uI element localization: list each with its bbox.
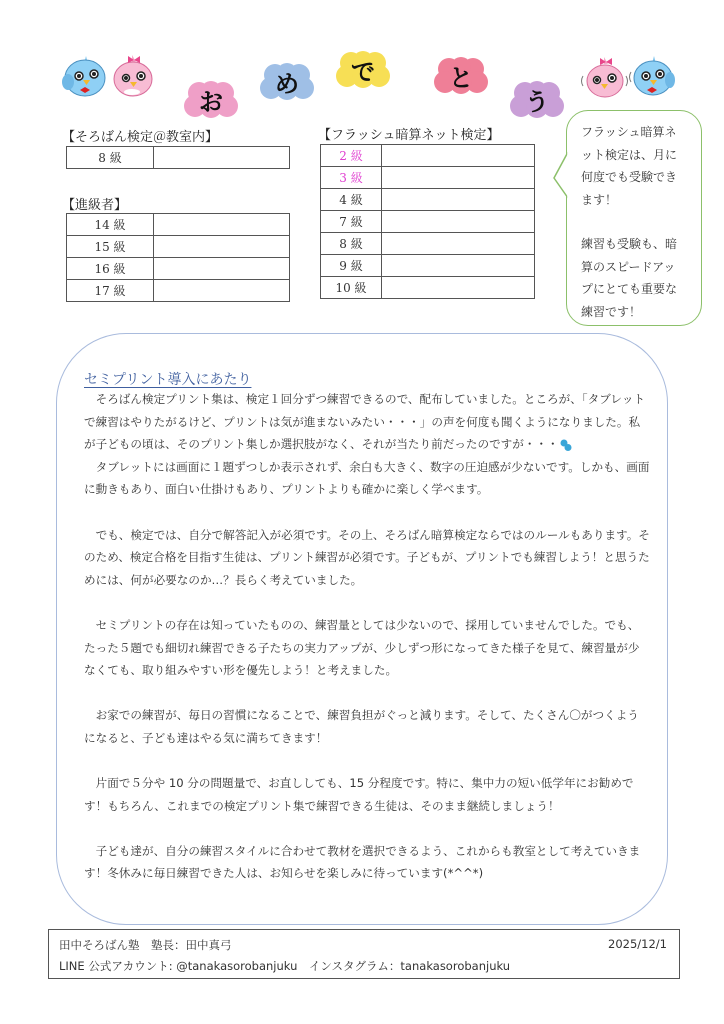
banner-flower-1 — [182, 80, 240, 118]
table-row — [67, 147, 290, 169]
sweat-drops-icon — [559, 438, 573, 452]
grade-cell: 16 級 — [67, 258, 154, 280]
blue-bird-illustration — [60, 52, 110, 98]
footer-box — [48, 929, 680, 979]
article-paragraph: お家での練習が、毎日の習慣になることで、練習負担がぐっと減ります。そして、たくさん〇がつくようになると、子ども達はやる気に満ちてきます！ — [84, 708, 639, 745]
speech-bubble — [566, 110, 702, 326]
article-paragraph: セミプリントの存在は知っていたものの、練習量としては少ないので、採用していませんでした。でも、たった５題でも細切れ練習できる子たちの実力アップが、少しずつ形になってきた様子を見て、練習量が少なくても、取り組みやすい形を優先しよう！と考えました。 — [84, 617, 640, 678]
article-title: セミプリント導入にあたり — [84, 372, 252, 388]
names-cell — [382, 167, 535, 189]
article-paragraph: タブレットには画面に１題ずつしか表示されず、余白も大きく、数字の圧迫感が少ないです。しかも、画面に動きもあり、面白い仕掛けもあり、プリントよりも確かに楽しく学べます。 — [84, 459, 650, 497]
grade-cell: 17 級 — [67, 280, 154, 302]
grade-cell: 8 級 — [321, 233, 382, 255]
names-cell — [154, 214, 290, 236]
table-row — [321, 167, 535, 189]
paragraph-text: そろばん検定プリント集は、検定１回分ずつ練習できるので、配布していました。ところが、「タブレットで練習はやりたがるけど、プリントは気が進まないみたい・・・」の声を何度も聞くようになりました。私が子どもの頃は、そのプリント集しか選択肢がなく、それが当たり前だったのですが・・・ — [84, 392, 646, 452]
article-paragraph: でも、検定では、自分で解答記入が必須です。その上、そろばん暗算検定ならではのルールもあります。そのため、検定合格を目指す生徒は、プリント練習が必須です。子どもが、プリントでも練習しよう！と思うためには、何が必要なのか…？長らく考えていました。 — [84, 527, 650, 587]
grade-cell: 8 級 — [67, 147, 154, 169]
section-title-classroom-exam: 【そろばん検定＠教室内】 — [62, 130, 219, 145]
bubble-line: 算のスピードアッ — [581, 259, 676, 274]
bubble-line: フラッシュ暗算ネ — [581, 125, 677, 139]
grade-cell: 10 級 — [321, 277, 382, 299]
table-row — [321, 211, 535, 233]
banner-letter: お — [199, 87, 223, 116]
banner-letter: う — [525, 87, 549, 116]
grade-cell: 7 級 — [321, 211, 382, 233]
bubble-line: ます！ — [581, 192, 618, 207]
bubble-line: 何度でも受験でき — [581, 170, 678, 184]
classroom-exam-table — [66, 146, 290, 169]
names-cell — [154, 147, 290, 169]
names-cell — [382, 145, 535, 167]
grade-cell: 14 級 — [67, 214, 154, 236]
flash-anzan-table — [320, 144, 535, 299]
names-cell — [154, 236, 290, 258]
grade-cell: 3 級 — [321, 167, 382, 189]
banner-letter: と — [449, 63, 473, 92]
table-row — [321, 145, 535, 167]
pink-bird-illustration — [108, 52, 158, 98]
bubble-line: 練習です！ — [581, 304, 642, 319]
blue-bird-waving-illustration — [628, 52, 678, 98]
table-row — [321, 255, 535, 277]
banner-flower-5 — [508, 80, 566, 118]
table-row — [321, 277, 535, 299]
names-cell — [154, 258, 290, 280]
section-title-flash-anzan: 【フラッシュ暗算ネット検定】 — [318, 128, 500, 143]
table-row — [67, 236, 290, 258]
grade-cell: 2 級 — [321, 145, 382, 167]
grade-cell: 4 級 — [321, 189, 382, 211]
table-row — [67, 280, 290, 302]
table-row — [67, 214, 290, 236]
names-cell — [382, 233, 535, 255]
article-paragraph: 片面で５分や 10 分の問題量で、お直ししても、15 分程度です。特に、集中力の短い低学年にお勧めです！もちろん、これまでの検定プリント集で練習できる生徒は、そのまま継続しましょう！ — [84, 776, 634, 813]
names-cell — [382, 189, 535, 211]
banner-flower-3 — [334, 50, 392, 88]
article-paragraph — [84, 388, 650, 456]
names-cell — [154, 280, 290, 302]
grade-cell: 9 級 — [321, 255, 382, 277]
names-cell — [382, 277, 535, 299]
bubble-line: 練習も受験も、暗 — [581, 237, 678, 251]
table-row — [321, 189, 535, 211]
names-cell — [382, 211, 535, 233]
school-name: 田中そろばん塾 塾長：田中真弓 — [59, 938, 232, 952]
section-title-promoted: 【進級者】 — [62, 198, 128, 213]
bubble-line: プにとても重要な — [581, 282, 678, 296]
banner-letter: で — [351, 57, 375, 86]
article-paragraph: 子ども達が、自分の練習スタイルに合わせて教材を選択できるよう、これからも教室として考えていきます！冬休みに毎日練習できた人は、お知らせを楽しみに待っています(*^^*) — [84, 843, 641, 881]
banner-letter: め — [275, 69, 299, 98]
promoted-table — [66, 213, 290, 302]
contact-info: LINE 公式アカウント: @tanakasorobanjuku インスタグラム：tanakasorobanjuku — [59, 959, 511, 973]
banner-flower-2 — [258, 62, 316, 100]
speech-bubble-tail — [552, 150, 572, 200]
table-row — [321, 233, 535, 255]
table-row — [67, 258, 290, 280]
pink-bird-waving-illustration — [580, 54, 630, 100]
banner-flower-4 — [432, 56, 490, 94]
article-body — [84, 388, 650, 885]
bubble-line: ット検定は、月に — [581, 147, 678, 162]
grade-cell: 15 級 — [67, 236, 154, 258]
issue-date: 2025/12/1 — [608, 937, 667, 951]
names-cell — [382, 255, 535, 277]
